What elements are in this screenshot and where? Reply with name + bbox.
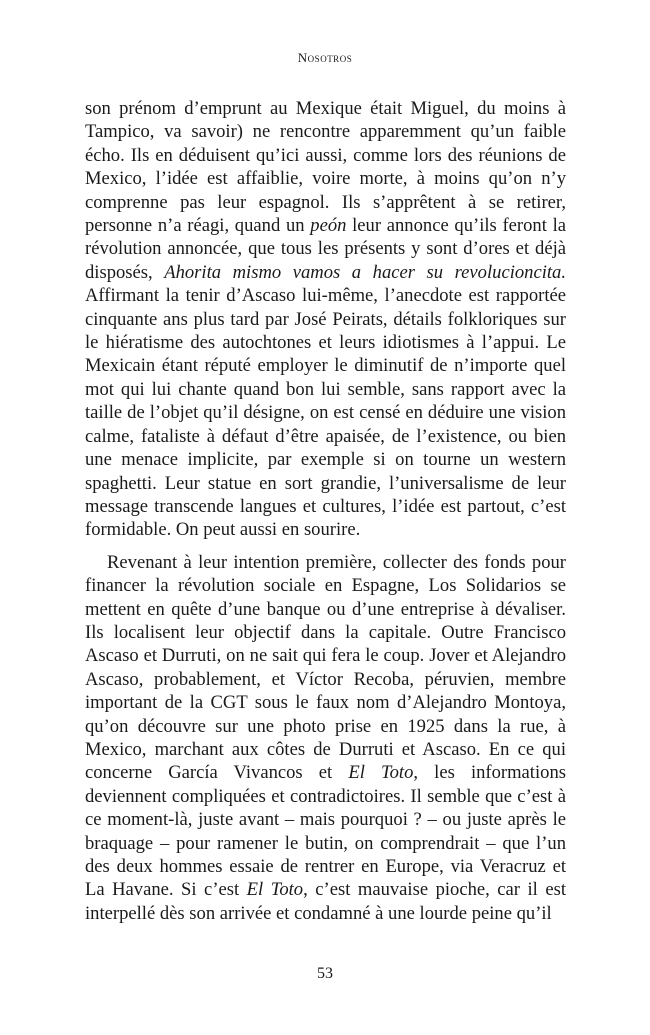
italic-segment: peón [310,215,347,237]
text-segment: leur annonce qu’ils feront la révolution annoncée, que tous les présents y sont d’ores et déjà disposés, [85,215,566,283]
text-segment: Revenant à leur intention première, collecter des fonds pour financer la révolution sociale en Espagne, Los Solidarios se mettent en quête d’une banque ou d’une entreprise à dévaliser. Ils localisent leur objectif dans la capitale. Outre Francisco Ascaso et Durruti, on ne sait qui fera le coup. Jover et Alejandro Ascaso, probablement, et Víctor Recoba, péruvien, membre important de la CGT sous le faux nom d’Alejandro Montoya, qu’on découvre sur une photo prise en 1925 dans la rue, à Mexico, marchant aux côtes de Durruti et Ascaso. En ce qui concerne García Vivancos et [85,551,566,784]
italic-segment: El Toto [246,879,304,901]
paragraph [85,97,566,542]
text-segment: , les informations deviennent compliquées et contradictoires. Il semble que c’est à ce moment-là, juste avant – mais pourquoi ? – ou juste après le braquage – pour ramener le butin, on comprendrait – que l’un des deux hommes essaie de rentrer en Europe, via Veracruz et La Havane. Si c’est [85,762,566,901]
italic-segment: El Toto [348,762,414,784]
text-segment: , c’est mauvaise pioche, car il est interpellé dès son arrivée et condamné à une lourde peine qu’il [85,879,566,924]
text-segment: son prénom d’emprunt au Mexique était Miguel, du moins à Tampico, va savoir) ne rencontre apparemment qu’un faible écho. Ils en déduisent qu’ici aussi, comme lors des réunions de Mexico, l’idée est affaiblie, voire morte, à moins qu’on n’y comprenne pas leur espagnol. Ils s’apprêtent à se retirer, personne n’a réagi, quand un [85,98,566,237]
running-head: Nosotros [297,50,353,65]
body-text [85,97,566,925]
italic-segment: Ahorita mismo vamos a hacer su revolucioncita. [164,261,566,283]
paragraph [85,551,566,926]
text-segment: Affirmant la tenir d’Ascaso lui-même, l’anecdote est rapportée cinquante ans plus tard par José Peirats, détails folkloriques sur le hiératisme des autochtones et leurs idiotismes à l’appui. Le Mexicain étant réputé employer le diminutif de n’importe quel mot qui lui chante quand bon lui semble, sans rapport avec la taille de l’objet qu’il désigne, on est censé en déduire une vision calme, fataliste à défaut d’être apaisée, de l’existence, ou bien une menace implicite, par exemple si on tourne un western spaghetti. Leur statue en sort grandie, l’universalisme de leur message transcende langues et cultures, l’idée est partout, c’est formidable. On peut aussi en sourire. [85,285,566,541]
page-number: 53 [317,965,333,982]
